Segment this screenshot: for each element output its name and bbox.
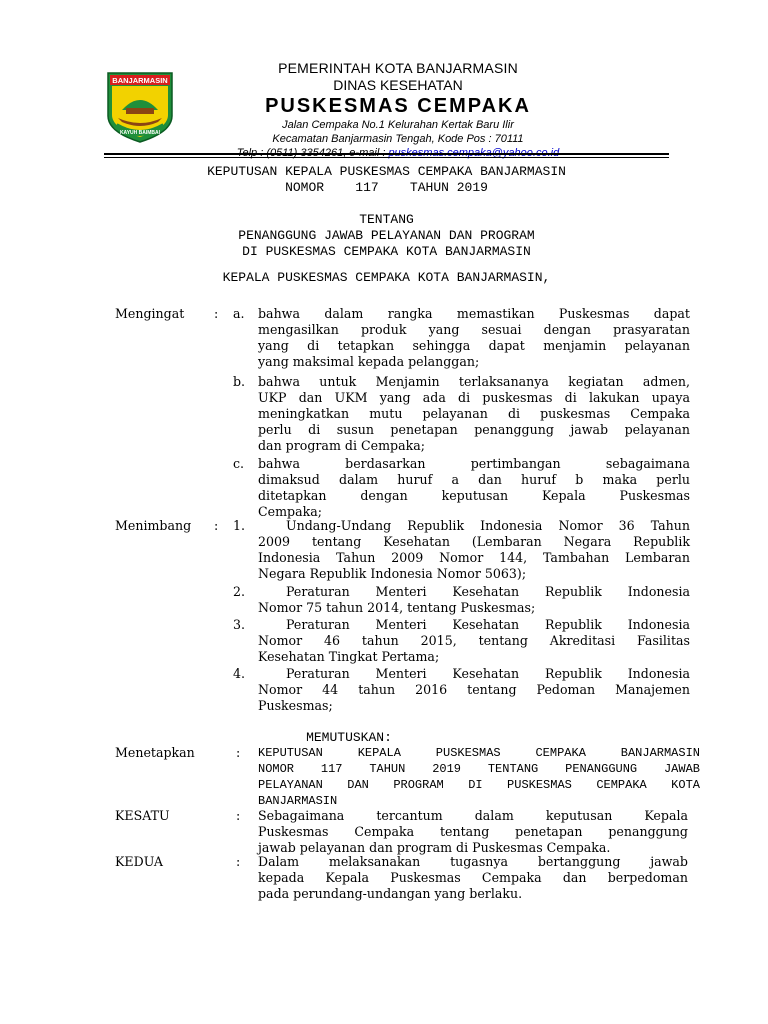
text-line: yang maksimal kepada pelanggan; <box>258 354 480 369</box>
text-line: meningkatkan mutu pelayanan di puskesmas Cempaka <box>258 406 690 421</box>
text-line: Undang-Undang Republik Indonesia Nomor 36 Tahun <box>286 518 690 533</box>
text-line: Nomor 46 tahun 2015, tentang Akreditasi Fasilitas <box>258 633 690 648</box>
menetapkan-colon: : <box>236 745 241 760</box>
text-line: UKP dan UKM yang ada di puskesmas di lakukan upaya <box>258 390 690 405</box>
text-line: mengasilkan produk yang sesuai dengan prasyaratan <box>258 322 690 337</box>
official-title: KEPALA PUSKESMAS CEMPAKA KOTA BANJARMASIN, <box>222 270 551 285</box>
text-line: Kesehatan Tingkat Pertama; <box>258 649 440 664</box>
item-number: 1. <box>233 518 246 533</box>
text-line: dan program di Cempaka; <box>258 438 425 453</box>
text-line: bahwa untuk Menjamin terlaksananya kegiatan admen, <box>258 374 690 389</box>
kedua-colon: : <box>236 854 241 869</box>
letterhead-divider-thick <box>104 153 669 155</box>
text-line: dimaksud dalam huruf a dan huruf b maka perlu <box>258 472 690 487</box>
kesatu-text <box>258 808 688 856</box>
text-line: yang di tetapkan sehingga dapat menjamin pelayanan <box>258 338 690 353</box>
nomor-label: NOMOR <box>285 180 325 195</box>
letterhead-address-2: Kecamatan Banjarmasin Tengah, Kode Pos : 70111 <box>272 133 524 145</box>
kesatu-colon: : <box>236 808 241 823</box>
text-line: Negara Republik Indonesia Nomor 5063); <box>258 566 527 581</box>
text-line: NOMOR 117 TAHUN 2019 TENTANG PENANGGUNG JAWAB <box>258 762 700 776</box>
letterhead-address-1: Jalan Cempaka No.1 Kelurahan Kertak Baru Ilir <box>282 119 514 131</box>
text-line: KEPUTUSAN KEPALA PUSKESMAS CEMPAKA BANJARMASIN <box>258 746 700 760</box>
text-line: Nomor 75 tahun 2014, tentang Puskesmas; <box>258 600 536 615</box>
kedua-text <box>258 854 688 902</box>
menimbang-label: Menimbang <box>115 518 192 533</box>
list-item <box>258 306 690 370</box>
menimbang-colon: : <box>214 518 219 533</box>
text-line: Dalam melaksanakan tugasnya bertanggung jawab <box>258 854 688 869</box>
city-emblem-logo <box>104 70 176 144</box>
list-item <box>258 456 690 520</box>
letterhead-divider-thin <box>104 157 669 158</box>
subject-line-1: PENANGGUNG JAWAB PELAYANAN DAN PROGRAM <box>238 228 535 243</box>
letterhead-government: PEMERINTAH KOTA BANJARMASIN <box>278 60 518 76</box>
subject-line-2: DI PUSKESMAS CEMPAKA KOTA BANJARMASIN <box>242 244 531 259</box>
text-line: ditetapkan dengan keputusan Kepala Puskesmas <box>258 488 690 503</box>
text-line: Puskesmas; <box>258 698 333 713</box>
text-line: bahwa berdasarkan pertimbangan sebagaimana <box>258 456 690 471</box>
text-line: jawab pelayanan dan program di Puskesmas Cempaka. <box>258 840 611 855</box>
item-letter: a. <box>233 306 245 321</box>
item-letter: b. <box>233 374 246 389</box>
text-line: PELAYANAN DAN PROGRAM DI PUSKESMAS CEMPAKA KOTA <box>258 778 700 792</box>
text-line: Sebagaimana tercantum dalam keputusan Kepala <box>258 808 688 823</box>
item-number: 2. <box>233 584 246 599</box>
kedua-label: KEDUA <box>115 854 164 869</box>
text-line: Peraturan Menteri Kesehatan Republik Indonesia <box>286 584 690 599</box>
item-letter: c. <box>233 456 245 471</box>
text-line: Peraturan Menteri Kesehatan Republik Indonesia <box>286 666 690 681</box>
item-number: 4. <box>233 666 246 681</box>
decree-title: KEPUTUSAN KEPALA PUSKESMAS CEMPAKA BANJARMASIN <box>207 164 566 179</box>
text-line: bahwa dalam rangka memastikan Puskesmas dapat <box>258 306 690 321</box>
menetapkan-label: Menetapkan <box>115 745 195 760</box>
nomor-value: 117 <box>355 180 379 195</box>
tentang-heading: TENTANG <box>359 212 414 227</box>
list-item <box>258 666 690 714</box>
list-item <box>258 584 690 616</box>
letterhead-department: DINAS KESEHATAN <box>333 77 463 93</box>
list-item <box>258 617 690 665</box>
list-item <box>258 374 690 454</box>
text-line: Peraturan Menteri Kesehatan Republik Indonesia <box>286 617 690 632</box>
text-line: Nomor 44 tahun 2016 tentang Pedoman Manajemen <box>258 682 690 697</box>
list-item <box>258 518 690 582</box>
letterhead <box>188 60 608 160</box>
memutuskan-heading: MEMUTUSKAN: <box>306 730 392 745</box>
logo-bottom-text: KAYUH BAIMBAI <box>119 130 161 136</box>
text-line: Indonesia Tahun 2009 Nomor 144, Tambahan Lembaran <box>258 550 690 565</box>
decree-number <box>104 180 669 196</box>
kesatu-label: KESATU <box>115 808 170 823</box>
text-line: 2009 tentang Kesehatan (Lembaran Negara Republik <box>258 534 690 549</box>
mengingat-colon: : <box>214 306 219 321</box>
text-line: BANJARMASIN <box>258 794 338 808</box>
text-line: Cempaka; <box>258 504 322 519</box>
letterhead-institution: PUSKESMAS CEMPAKA <box>265 95 531 117</box>
text-line: Puskesmas Cempaka tentang penetapan penanggung <box>258 824 688 839</box>
item-number: 3. <box>233 617 246 632</box>
logo-top-text: BANJARMASIN <box>112 76 168 85</box>
mengingat-label: Mengingat <box>115 306 185 321</box>
text-line: kepada Kepala Puskesmas Cempaka dan berpedoman <box>258 870 688 885</box>
text-line: perlu di susun penetapan penanggung jawab pelayanan <box>258 422 690 437</box>
text-line: pada perundang-undangan yang berlaku. <box>258 886 523 901</box>
menetapkan-text <box>258 745 700 809</box>
tahun-value: TAHUN 2019 <box>409 180 488 195</box>
